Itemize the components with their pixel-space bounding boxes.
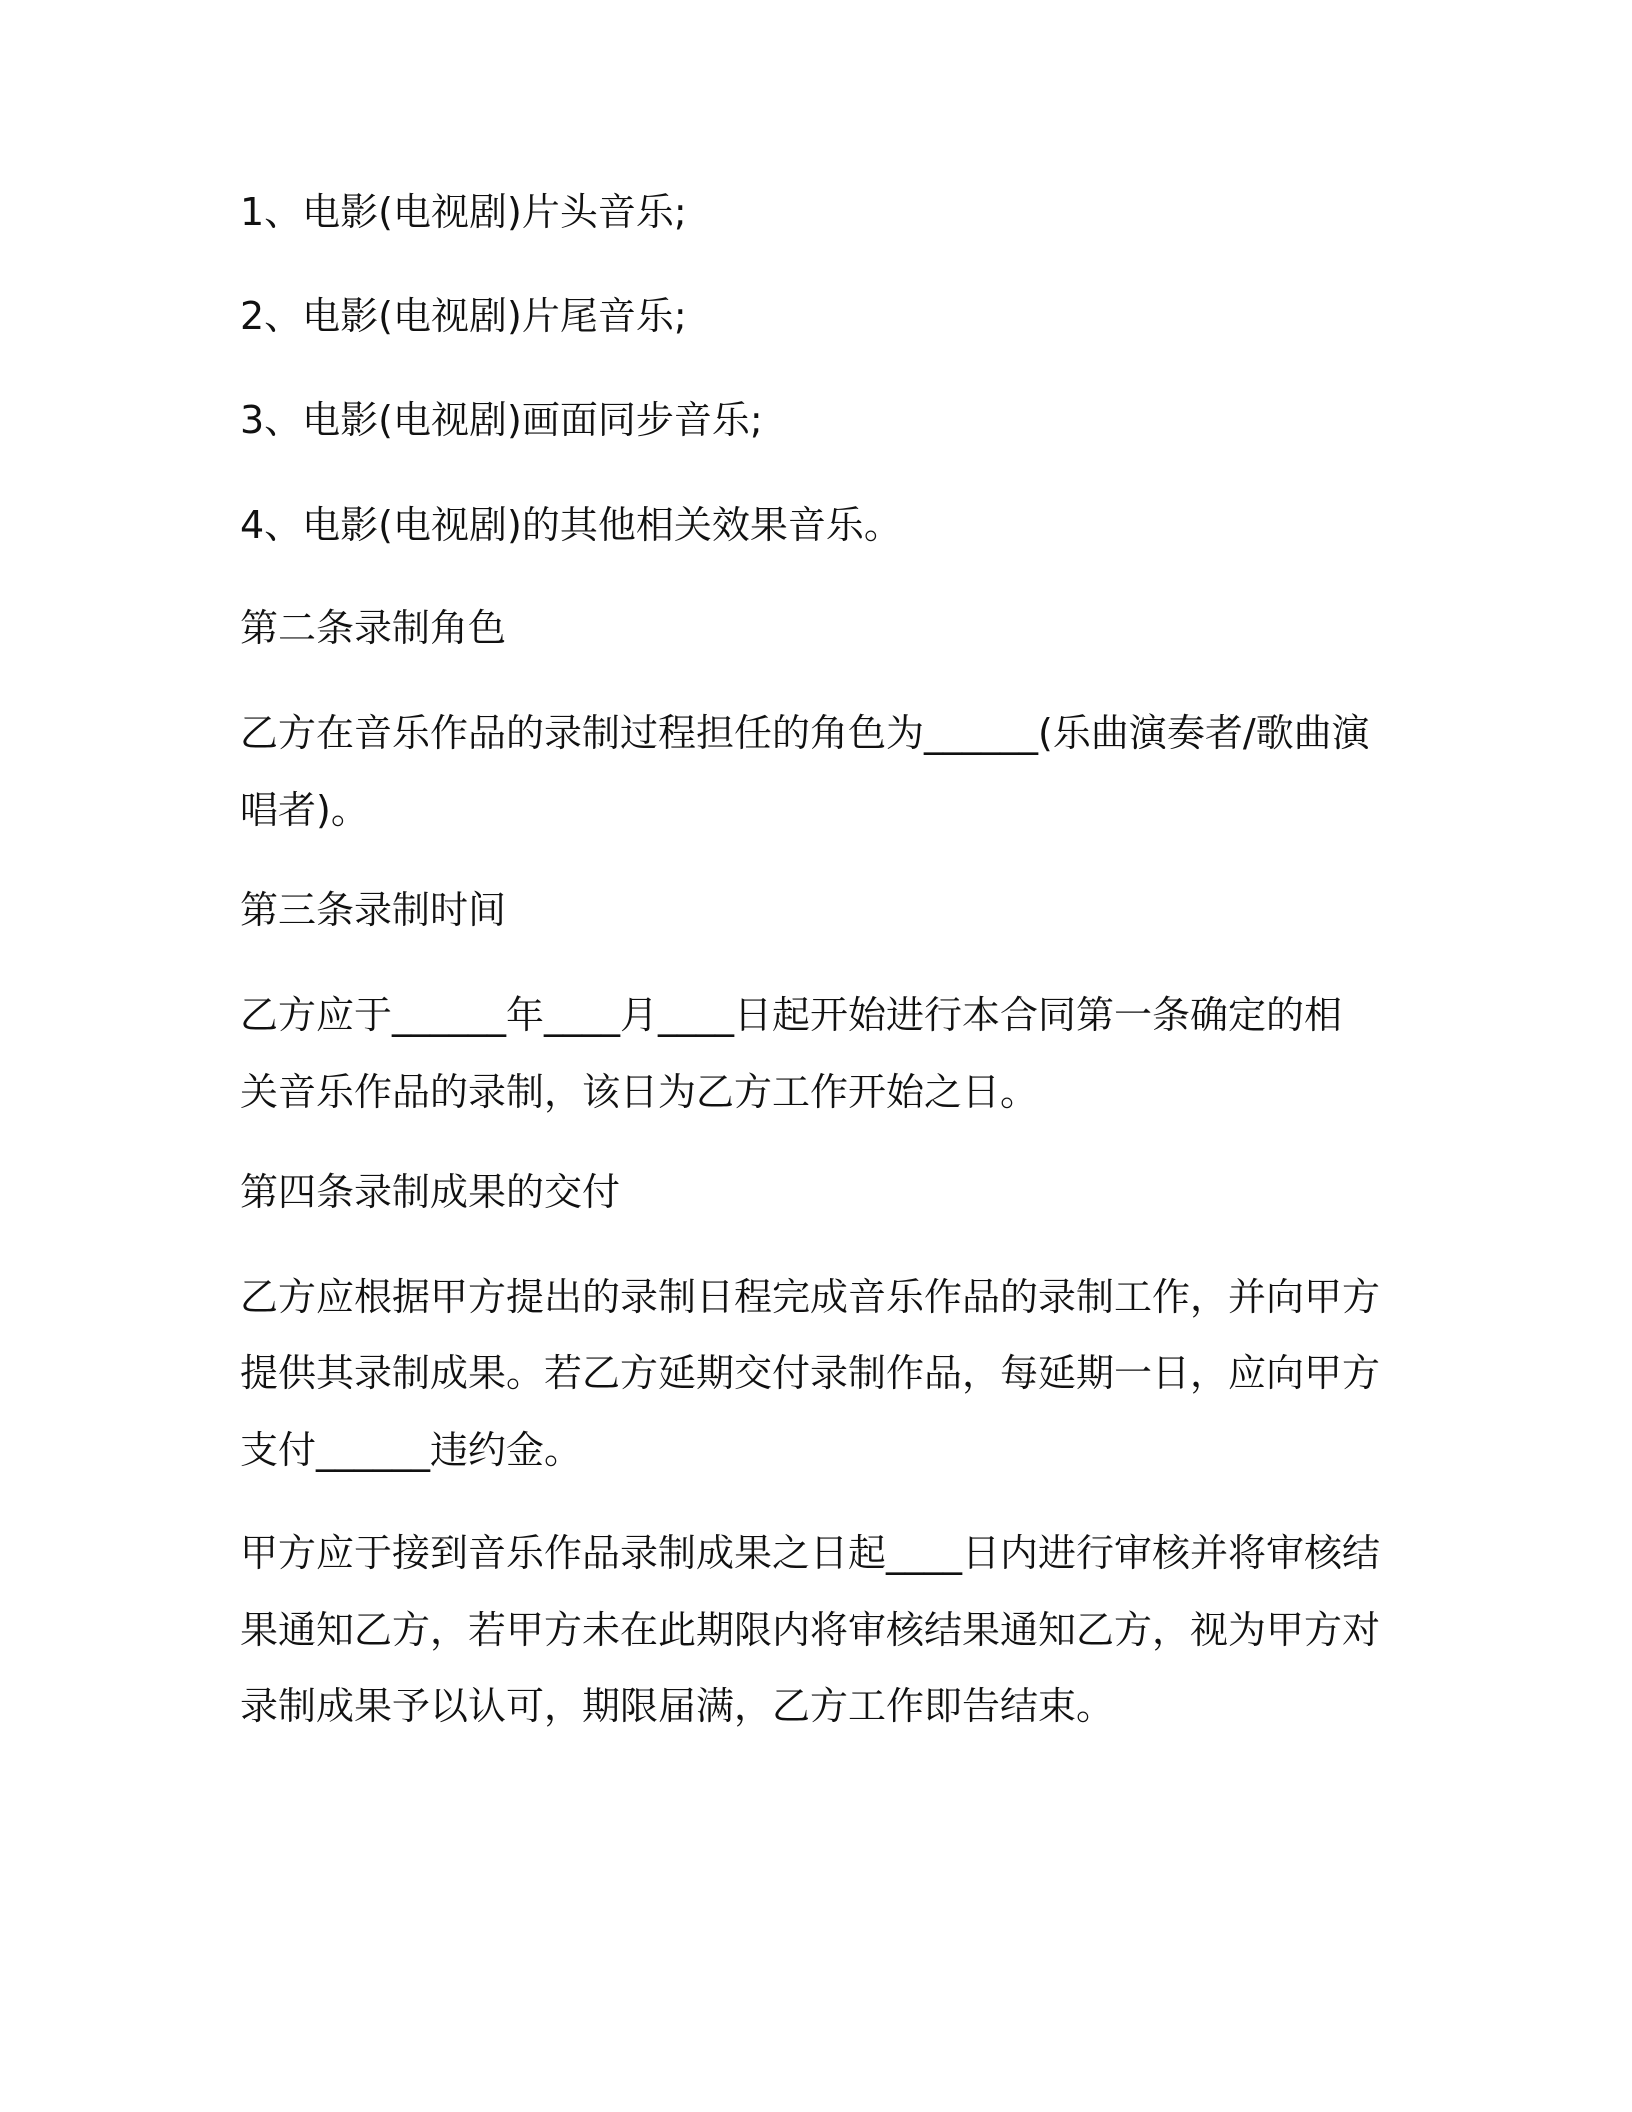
list-item-1: 1、电影(电视剧)片头音乐; — [240, 190, 687, 234]
article-4-para-1-line-2: 提供其录制成果。若乙方延期交付录制作品，每延期一日，应向甲方 — [240, 1351, 1381, 1395]
article-2-body-line-1: 乙方在音乐作品的录制过程担任的角色为______(乐曲演奏者/歌曲演 — [240, 711, 1370, 755]
article-4-para-1-line-1: 乙方应根据甲方提出的录制日程完成音乐作品的录制工作，并向甲方 — [240, 1275, 1381, 1319]
article-4-para-2-line-1: 甲方应于接到音乐作品录制成果之日起____日内进行审核并将审核结 — [240, 1531, 1381, 1575]
article-3-body-line-2: 关音乐作品的录制，该日为乙方工作开始之日。 — [240, 1070, 1039, 1114]
article-4-para-2-line-2: 果通知乙方，若甲方未在此期限内将审核结果通知乙方，视为甲方对 — [240, 1608, 1381, 1652]
article-4-para-2-line-3: 录制成果予以认可，期限届满，乙方工作即告结束。 — [240, 1684, 1115, 1728]
list-item-2: 2、电影(电视剧)片尾音乐; — [240, 294, 687, 338]
article-3-body-line-1: 乙方应于______年____月____日起开始进行本合同第一条确定的相 — [240, 993, 1343, 1037]
article-4-para-1-line-3: 支付______违约金。 — [240, 1428, 583, 1472]
article-3-heading: 第三条录制时间 — [240, 888, 507, 932]
article-4-heading: 第四条录制成果的交付 — [240, 1170, 621, 1214]
list-item-3: 3、电影(电视剧)画面同步音乐; — [240, 398, 763, 442]
article-2-body-line-2: 唱者)。 — [240, 788, 369, 832]
article-2-heading: 第二条录制角色 — [240, 606, 507, 650]
list-item-4: 4、电影(电视剧)的其他相关效果音乐。 — [240, 503, 902, 547]
